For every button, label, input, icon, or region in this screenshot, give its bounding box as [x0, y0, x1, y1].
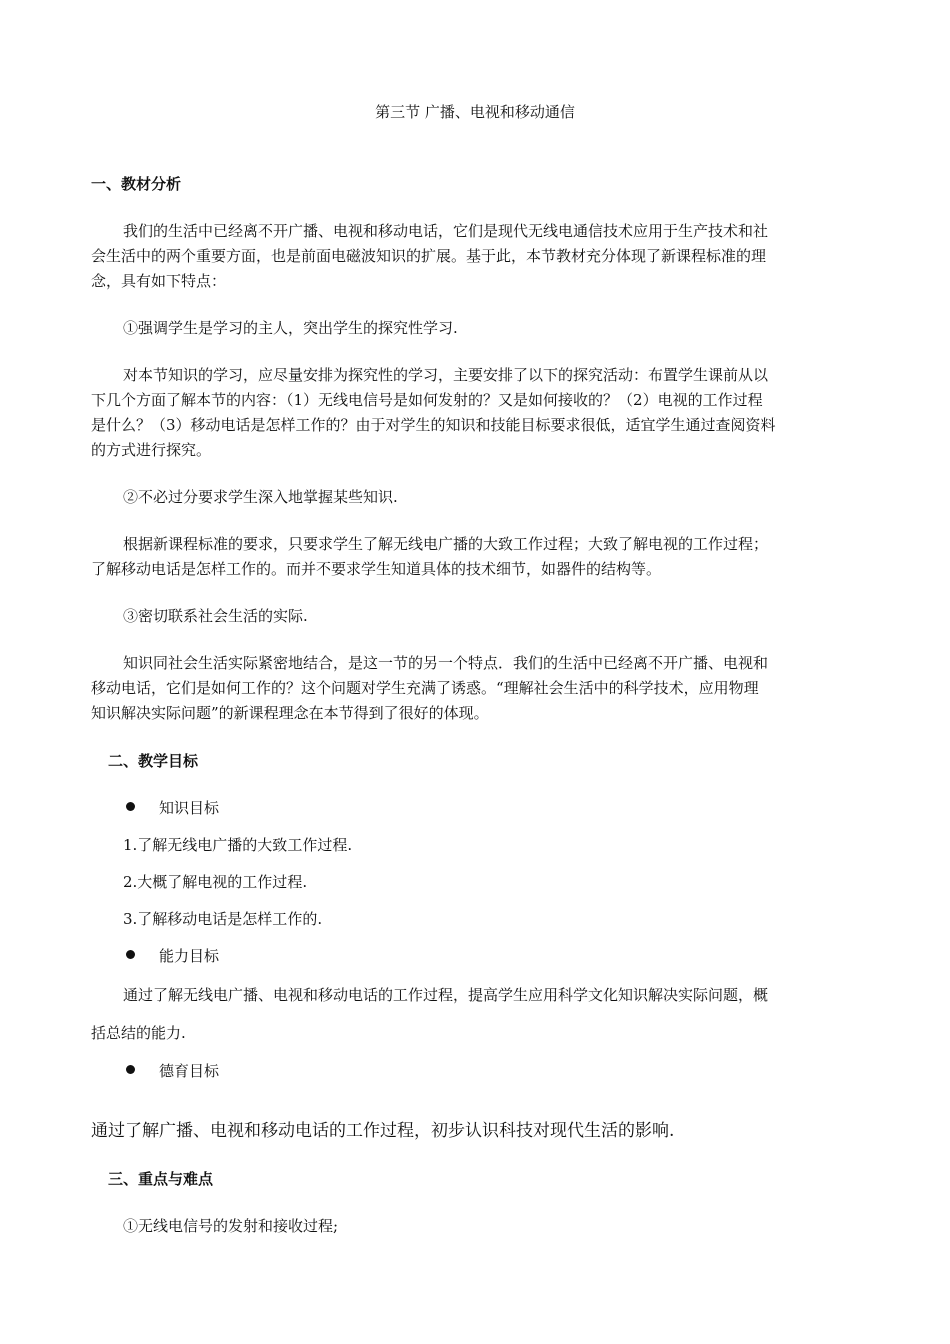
- goal-ability-label: 能力目标: [159, 947, 220, 965]
- paragraph-3-line-1: 根据新课程标准的要求，只要求学生了解无线电广播的大致工作过程；大致了解电视的工作过程；: [123, 535, 769, 553]
- paragraph-2-line-1: 对本节知识的学习，应尽量安排为探究性的学习，主要安排了以下的探究活动：布置学生课前从以: [123, 366, 769, 384]
- paragraph-4-line-1: 知识同社会生活实际紧密地结合，是这一节的另一个特点．我们的生活中已经离不开广播、电视和: [123, 654, 769, 672]
- knowledge-item-3: 3.了解移动电话是怎样工作的.: [123, 910, 323, 928]
- paragraph-3-line-2: 了解移动电话是怎样工作的。而并不要求学生知道具体的技术细节，如器件的结构等。: [91, 560, 662, 578]
- feature-point-2: ②不必过分要求学生深入地掌握某些知识.: [123, 488, 398, 506]
- paragraph-1-line-3: 念，具有如下特点：: [91, 272, 227, 290]
- section-heading-2: 二、教学目标: [108, 752, 199, 770]
- feature-point-3: ③密切联系社会生活的实际.: [123, 607, 308, 625]
- paragraph-2-line-4: 的方式进行探究。: [91, 441, 212, 459]
- paragraph-1-line-1: 我们的生活中已经离不开广播、电视和移动电话，它们是现代无线电通信技术应用于生产技术和社: [123, 222, 769, 240]
- goal-knowledge-label: 知识目标: [159, 799, 220, 817]
- ability-text-line-2: 括总结的能力.: [91, 1024, 186, 1042]
- section-heading-1: 一、教材分析: [91, 175, 182, 193]
- section-heading-3: 三、重点与难点: [108, 1170, 214, 1188]
- paragraph-1-line-2: 会生活中的两个重要方面，也是前面电磁波知识的扩展。基于此，本节教材充分体现了新课程标准的理: [91, 247, 767, 265]
- moral-text: 通过了解广播、电视和移动电话的工作过程，初步认识科技对现代生活的影响.: [91, 1121, 675, 1141]
- bullet-icon: [126, 1065, 135, 1074]
- knowledge-item-2: 2.大概了解电视的工作过程.: [123, 873, 308, 891]
- paragraph-2-line-2: 下几个方面了解本节的内容：（1）无线电信号是如何发射的？又是如何接收的？（2）电视的工作过程: [91, 391, 763, 409]
- ability-text-line-1: 通过了解无线电广播、电视和移动电话的工作过程，提高学生应用科学文化知识解决实际问题，概: [123, 986, 769, 1004]
- page-title: 第三节 广播、电视和移动通信: [375, 103, 575, 121]
- feature-point-1: ①强调学生是学习的主人，突出学生的探究性学习.: [123, 319, 458, 337]
- bullet-icon: [126, 802, 135, 811]
- goal-moral-label: 德育目标: [159, 1062, 220, 1080]
- difficulty-item-1: ①无线电信号的发射和接收过程;: [123, 1217, 339, 1235]
- paragraph-4-line-2: 移动电话，它们是如何工作的？这个问题对学生充满了诱惑。“理解社会生活中的科学技术，应用物理: [91, 679, 759, 697]
- bullet-icon: [126, 950, 135, 959]
- knowledge-item-1: 1.了解无线电广播的大致工作过程.: [123, 836, 353, 854]
- paragraph-4-line-3: 知识解决实际问题”的新课程理念在本节得到了很好的体现。: [91, 704, 489, 722]
- paragraph-2-line-3: 是什么？（3）移动电话是怎样工作的？由于对学生的知识和技能目标要求很低，适宜学生通过查阅资料: [91, 416, 776, 434]
